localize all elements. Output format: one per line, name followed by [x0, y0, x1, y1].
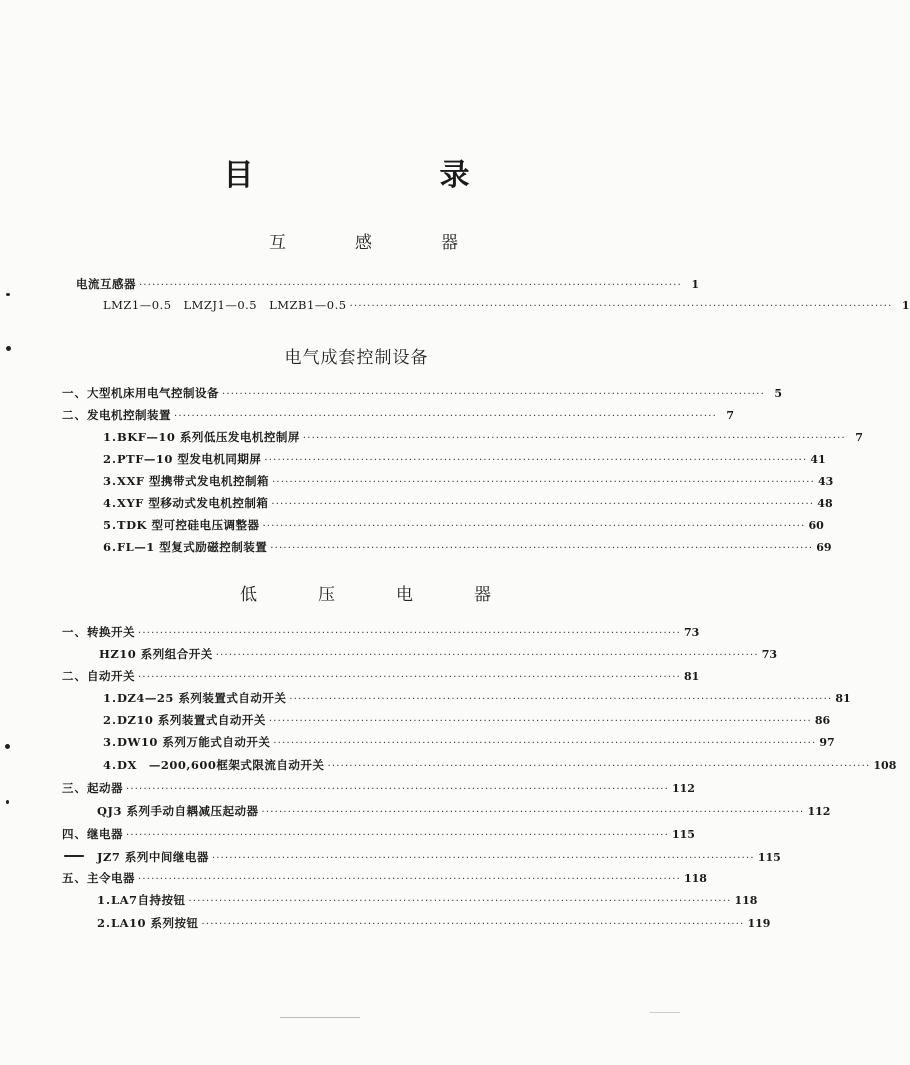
- toc-label: 起动器: [87, 781, 123, 795]
- section-title-control-equipment: 电气成套控制设备: [284, 348, 429, 368]
- toc-page-number: 43: [818, 475, 834, 488]
- toc-leader: ····························································································································: [270, 543, 814, 554]
- toc-leader: ····························································································································: [201, 919, 745, 930]
- toc-page-number: 69: [816, 541, 832, 554]
- toc-page-number: 41: [810, 453, 826, 466]
- toc-leader: ····························································································································: [138, 628, 681, 639]
- toc-leader: ····························································································································: [211, 853, 755, 864]
- toc-entry: [62, 623, 700, 641]
- toc-label: 转换开关: [87, 625, 135, 639]
- toc-page-number: 97: [819, 736, 835, 749]
- toc-leader: ····························································································································: [349, 301, 893, 312]
- toc-number: 3.: [103, 474, 118, 488]
- toc-label: 大型机床用电气控制设备: [87, 386, 219, 400]
- toc-entry: [62, 667, 700, 685]
- toc-number: 三、: [62, 781, 87, 795]
- scan-speck: [6, 346, 11, 351]
- toc-leader: ····························································································································: [261, 807, 805, 818]
- toc-page-number: 108: [873, 759, 897, 772]
- toc-number: 五、: [62, 871, 87, 885]
- toc-page-number: 7: [855, 431, 863, 444]
- toc-page-number: 81: [835, 692, 851, 705]
- toc-number: 2.: [103, 452, 118, 466]
- scan-smudge: [280, 1017, 360, 1018]
- scan-speck: [5, 744, 10, 749]
- toc-label: LA10 系列按钮: [111, 916, 199, 930]
- toc-entry: [97, 891, 758, 909]
- toc-number: 3.: [103, 735, 118, 749]
- toc-leader: ····························································································································: [264, 455, 808, 466]
- toc-entry: [99, 645, 778, 663]
- toc-label: 继电器: [87, 827, 123, 841]
- toc-leader: ····························································································································: [174, 411, 717, 422]
- toc-label: 自动开关: [87, 669, 135, 683]
- toc-label: FL—1 型复式励磁控制装置: [117, 540, 268, 554]
- toc-number: 2.: [97, 916, 112, 930]
- toc-leader: ····························································································································: [126, 830, 669, 841]
- toc-page-number: 115: [671, 828, 695, 841]
- toc-page-number: 118: [734, 894, 758, 907]
- toc-leader: ····························································································································: [138, 672, 681, 683]
- page-title: 目 录: [223, 158, 548, 193]
- toc-label: DZ4—25 系列装置式自动开关: [117, 691, 287, 705]
- toc-entry: [103, 538, 832, 556]
- toc-page-number: 48: [817, 497, 833, 510]
- toc-entry: [76, 275, 699, 293]
- toc-label: PTF—10 型发电机同期屏: [117, 452, 262, 466]
- toc-entry: [103, 428, 863, 446]
- toc-leader: ····························································································································: [271, 499, 815, 510]
- toc-leader: ····························································································································: [327, 761, 871, 772]
- toc-entry: [103, 733, 835, 751]
- toc-label: DW10 系列万能式自动开关: [117, 735, 271, 749]
- toc-page-number: 73: [683, 626, 700, 639]
- toc-leader: ····························································································································: [289, 694, 833, 705]
- toc-number: 4.: [103, 496, 118, 510]
- toc-entry: [103, 472, 834, 490]
- toc-entry: [103, 450, 826, 468]
- toc-entry: [97, 802, 831, 820]
- toc-entry: [103, 756, 897, 774]
- toc-leader: ····························································································································: [262, 521, 806, 532]
- toc-page-number: 112: [807, 805, 831, 818]
- toc-page-number: 112: [671, 782, 695, 795]
- toc-number: 2.: [103, 713, 118, 727]
- toc-number: 二、: [62, 408, 87, 422]
- section-title-transformers: 互 感 器: [269, 233, 484, 253]
- toc-leader: ····························································································································: [268, 716, 812, 727]
- toc-label: LMZ1—0.5 LMZJ1—0.5 LMZB1—0.5: [103, 298, 347, 312]
- toc-entry: [62, 779, 695, 797]
- toc-number: 5.: [103, 518, 118, 532]
- toc-page-number: 5: [774, 387, 782, 400]
- toc-label: JZ7 系列中间继电器: [97, 850, 209, 864]
- toc-page-number: 115: [757, 851, 781, 864]
- toc-label: XYF 型移动式发电机控制箱: [117, 496, 269, 510]
- toc-leader: ····························································································································: [126, 784, 669, 795]
- toc-page-number: 7: [726, 409, 734, 422]
- toc-page-number: 81: [683, 670, 700, 683]
- toc-page-number: 1: [691, 278, 699, 291]
- toc-entry: [62, 869, 707, 887]
- toc-page-number: 86: [814, 714, 831, 727]
- toc-leader: ····························································································································: [222, 389, 765, 400]
- toc-leader: ····························································································································: [272, 477, 815, 488]
- toc-label: HZ10 系列组合开关: [99, 647, 213, 661]
- toc-entry: [103, 711, 831, 729]
- toc-page-number: 1: [901, 299, 910, 312]
- toc-entry: [103, 516, 824, 534]
- toc-entry: [62, 406, 734, 424]
- toc-entry: [103, 494, 833, 512]
- toc-page-number: 118: [683, 872, 707, 885]
- toc-label: 发电机控制装置: [87, 408, 171, 422]
- toc-number: 一、: [62, 386, 87, 400]
- toc-label: XXF 型携带式发电机控制箱: [117, 474, 270, 488]
- toc-label: LA7自持按钮: [111, 893, 186, 907]
- toc-leader: ····························································································································: [302, 433, 846, 444]
- toc-page-number: 119: [747, 917, 771, 930]
- toc-leader: ····························································································································: [188, 896, 732, 907]
- toc-number: 四、: [62, 827, 87, 841]
- toc-page-number: 73: [761, 648, 778, 661]
- toc-entry: [62, 825, 695, 843]
- toc-entry: [103, 296, 910, 314]
- section-title-low-voltage: 低 压 电 器: [240, 585, 513, 605]
- toc-label: QJ3 系列手动自耦减压起动器: [97, 804, 259, 818]
- toc-leader: ····························································································································: [215, 650, 759, 661]
- toc-number: 1.: [103, 430, 118, 444]
- toc-number: 4.: [103, 758, 118, 772]
- toc-label: DZ10 系列装置式自动开关: [117, 713, 266, 727]
- toc-page-number: 60: [808, 519, 824, 532]
- toc-leader: ····························································································································: [138, 874, 681, 885]
- toc-entry: [103, 689, 851, 707]
- toc-number: 6.: [103, 540, 118, 554]
- toc-entry: [62, 384, 782, 402]
- toc-entry: [97, 848, 781, 866]
- toc-number: 1.: [103, 691, 118, 705]
- toc-number: 1.: [97, 893, 112, 907]
- toc-label: TDK 型可控硅电压调整器: [117, 518, 260, 532]
- scan-speck: [64, 855, 84, 857]
- toc-label: 主令电器: [87, 871, 135, 885]
- toc-leader: ····························································································································: [273, 738, 817, 749]
- toc-number: 二、: [62, 669, 87, 683]
- toc-label: 电流互感器: [76, 277, 136, 291]
- scan-speck: [6, 293, 10, 296]
- toc-leader: ····························································································································: [139, 280, 682, 291]
- toc-label: BKF—10 系列低压发电机控制屏: [117, 430, 300, 444]
- scan-smudge: [650, 1012, 680, 1013]
- toc-label: DX —200,600框架式限流自动开关: [117, 758, 325, 772]
- scan-speck: [6, 800, 9, 804]
- toc-entry: [97, 914, 771, 932]
- toc-number: 一、: [62, 625, 87, 639]
